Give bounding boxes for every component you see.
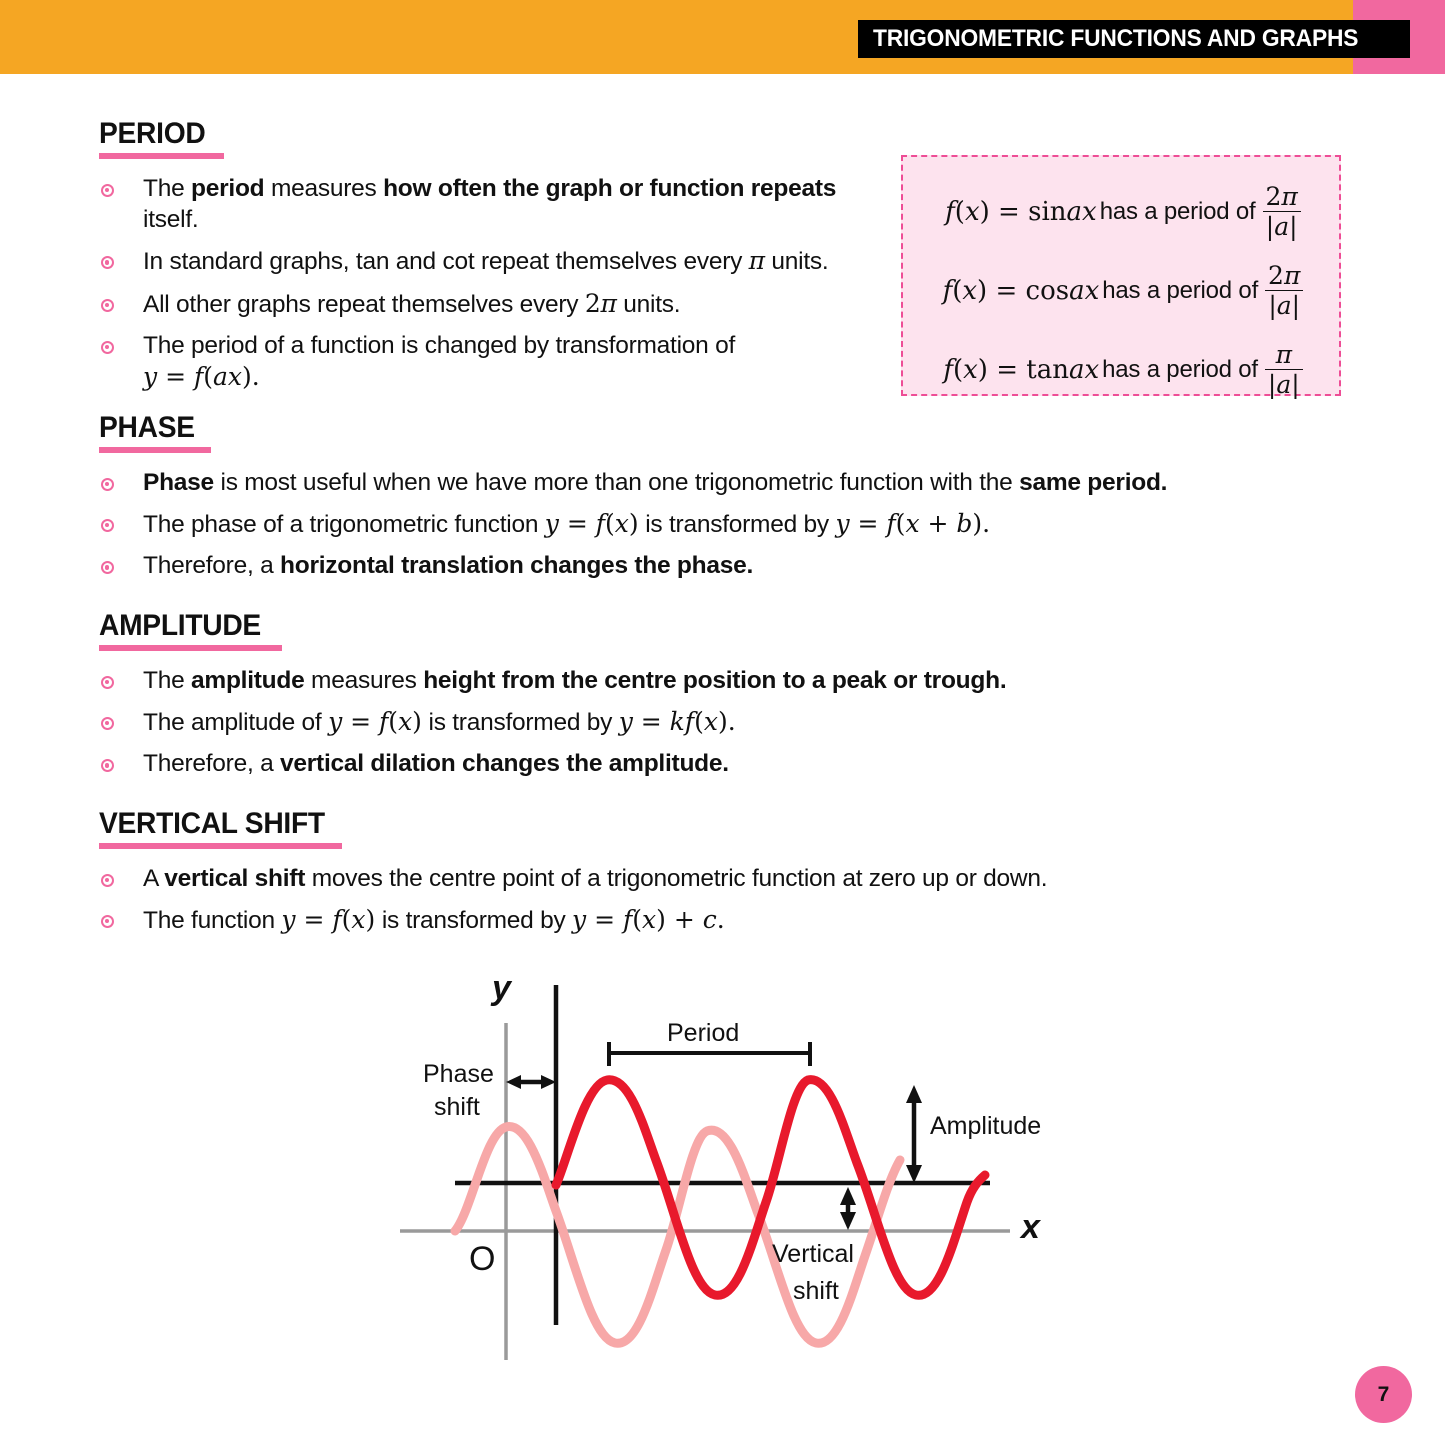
list-item-text: The period of a function is changed by transformation of y = f(ax). [143, 331, 736, 392]
formula-text-cos: has a period of [1102, 276, 1259, 304]
bullet-list-amplitude [99, 665, 1149, 780]
fraction-two-pi-over-abs-a [1262, 184, 1300, 239]
list-item-text: The period measures how often the graph or function repeats itself. [143, 174, 837, 233]
list-item [99, 665, 1149, 696]
bullet-list-phase [99, 467, 1299, 582]
section-vertical-shift [99, 808, 1159, 946]
list-item [99, 467, 1299, 498]
list-item-text: Therefore, a horizontal translation changes the phase. [143, 552, 754, 580]
list-item-text: All other graphs repeat themselves every 2π units. [143, 288, 681, 318]
trig-transformation-diagram [380, 960, 1060, 1380]
list-item [99, 748, 1149, 779]
bullet-dot-icon [101, 676, 114, 689]
formula-sin: f(x) = sinax [945, 196, 1097, 227]
section-amplitude [99, 610, 1149, 790]
fraction-numerator: 2π [1268, 261, 1301, 290]
fraction-denominator: |a| [1263, 211, 1301, 239]
list-item-text: The phase of a trigonometric function y = f(x) is transformed by y = f(x + b). [143, 508, 990, 538]
fraction-denominator: |a| [1265, 369, 1303, 397]
bullet-dot-icon [101, 874, 114, 887]
phase-shift-label-line2: shift [434, 1093, 480, 1121]
list-item-text: The amplitude measures height from the centre position to a peak or trough. [143, 666, 1007, 694]
period-label: Period [667, 1019, 740, 1047]
page-number-badge [1355, 1366, 1412, 1423]
section-phase [99, 412, 1299, 592]
formula-row-cos [903, 263, 1343, 318]
formula-box [901, 155, 1341, 399]
bullet-dot-icon [101, 759, 114, 772]
section-heading-amplitude: AMPLITUDE [99, 609, 261, 642]
list-item-text: In standard graphs, tan and cot repeat themselves every π units. [143, 246, 829, 276]
section-period [99, 118, 889, 404]
list-item [99, 550, 1299, 581]
page-number: 7 [1377, 1382, 1390, 1406]
bullet-list-period [99, 173, 889, 394]
list-item-text: Therefore, a vertical dilation changes the amplitude. [143, 750, 729, 778]
vertical-shift-arrow [840, 1187, 856, 1230]
formula-tan: f(x) = tanax [943, 354, 1100, 385]
list-item-text: A vertical shift moves the centre point of a trigonometric function at zero up or down. [143, 864, 1048, 892]
amplitude-label: Amplitude [930, 1112, 1042, 1140]
vertical-shift-label-line1: Vertical [772, 1240, 854, 1268]
x-axis-label: x [1021, 1208, 1040, 1246]
bullet-list-vertical-shift [99, 863, 1159, 937]
fraction-numerator: 2π [1265, 182, 1298, 211]
section-heading-vertical-shift: VERTICAL SHIFT [99, 807, 325, 840]
fraction-pi-over-abs-a [1265, 342, 1303, 397]
list-item-text: The function y = f(x) is transformed by y = f(x) + c. [143, 904, 725, 934]
list-item [99, 904, 1159, 936]
section-heading-phase: PHASE [99, 411, 195, 444]
bullet-dot-icon [101, 478, 114, 491]
bullet-dot-icon [101, 256, 114, 269]
formula-text-sin: has a period of [1099, 197, 1256, 225]
list-item [99, 330, 889, 394]
amplitude-arrow [906, 1085, 922, 1183]
y-axis-label: y [492, 969, 511, 1007]
section-heading-period: PERIOD [99, 117, 206, 150]
list-item [99, 245, 889, 277]
bullet-dot-icon [101, 184, 114, 197]
list-item [99, 863, 1159, 894]
formula-row-tan [903, 342, 1343, 397]
section-underline-amplitude [99, 645, 282, 651]
fraction-numerator: π [1275, 340, 1293, 369]
list-item [99, 706, 1149, 738]
formula-cos: f(x) = cosax [942, 275, 1100, 306]
phase-shift-label-line1: Phase [423, 1060, 494, 1088]
list-item-text: Phase is most useful when we have more than one trigonometric function with the same period. [143, 468, 1168, 496]
section-underline-vertical-shift [99, 843, 342, 849]
section-underline-period [99, 153, 224, 159]
bullet-dot-icon [101, 561, 114, 574]
section-underline-phase [99, 447, 211, 453]
formula-row-sin [903, 184, 1343, 239]
list-item-text: The amplitude of y = f(x) is transformed by y = kf(x). [143, 706, 736, 736]
origin-label: O [469, 1240, 496, 1278]
formula-text-tan: has a period of [1102, 355, 1258, 383]
fraction-denominator: |a| [1265, 290, 1303, 318]
bullet-dot-icon [101, 717, 114, 730]
bullet-dot-icon [101, 341, 114, 354]
bullet-dot-icon [101, 915, 114, 928]
bullet-dot-icon [101, 299, 114, 312]
bullet-dot-icon [101, 519, 114, 532]
page-title: TRIGONOMETRIC FUNCTIONS AND GRAPHS [873, 25, 1359, 52]
list-item [99, 288, 889, 320]
vertical-shift-label-line2: shift [793, 1277, 839, 1305]
phase-shift-arrow [506, 1075, 556, 1089]
list-item [99, 173, 889, 236]
fraction-two-pi-over-abs-a [1265, 263, 1303, 318]
list-item [99, 508, 1299, 540]
